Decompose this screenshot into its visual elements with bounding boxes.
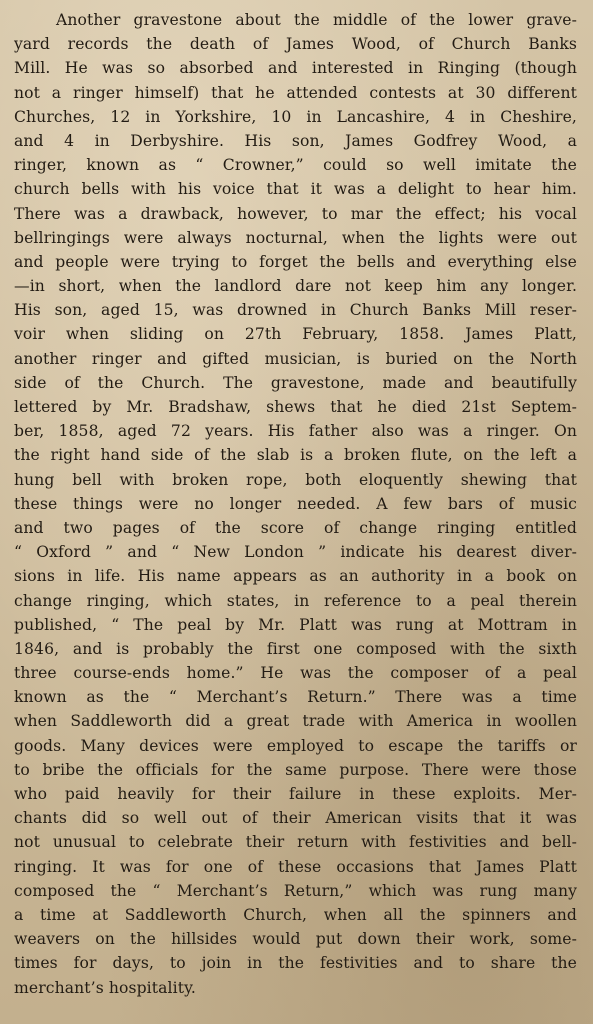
text-line: and people were trying to forget the bells and everything else [14, 252, 577, 271]
text-line: not unusual to celebrate their return with festivities and bell- [14, 833, 577, 852]
text-line: known as the “ Merchant’s Return.” There was a time [14, 688, 577, 707]
text-line: these things were no longer needed. A few bars of music [14, 494, 577, 513]
text-line: Mill. He was so absorbed and interested in Ringing (though [14, 59, 577, 78]
text-line: another ringer and gifted musician, is buried on the North [14, 349, 577, 368]
text-line: chants did so well out of their American visits that it was [14, 809, 577, 828]
text-line: —in short, when the landlord dare not keep him any longer. [14, 277, 577, 296]
text-line: Another gravestone about the middle of the lower grave- [56, 11, 577, 29]
body-paragraph [14, 8, 577, 1000]
text-line: and two pages of the score of change ringing entitled [14, 518, 577, 537]
text-line: 1846, and is probably the first one composed with the sixth [14, 639, 577, 658]
text-line: the right hand side of the slab is a broken flute, on the left a [14, 446, 577, 465]
text-line: voir when sliding on 27th February, 1858. James Platt, [14, 325, 577, 344]
text-line: who paid heavily for their failure in these exploits. Mer- [14, 785, 577, 803]
text-line: merchant’s hospitality. [14, 978, 196, 997]
text-line: ber, 1858, aged 72 years. His father also was a ringer. On [14, 422, 577, 441]
text-line: goods. Many devices were employed to escape the tariffs or [14, 736, 577, 755]
text-line: when Saddleworth did a great trade with America in woollen [14, 712, 577, 731]
text-line: not a ringer himself) that he attended contests at 30 different [14, 83, 577, 102]
text-line: ringing. It was for one of these occasions that James Platt [14, 857, 577, 876]
text-line: hung bell with broken rope, both eloquently shewing that [14, 470, 577, 489]
text-line: bellringings were always nocturnal, when the lights were out [14, 228, 577, 247]
text-line: Churches, 12 in Yorkshire, 10 in Lancashire, 4 in Cheshire, [14, 107, 577, 126]
text-line: side of the Church. The gravestone, made and beautifully [14, 373, 577, 392]
text-line: His son, aged 15, was drowned in Church Banks Mill reser- [14, 301, 577, 320]
text-line: three course-ends home.” He was the composer of a peal [14, 664, 577, 683]
text-line: lettered by Mr. Bradshaw, shews that he died 21st Septem- [14, 398, 577, 416]
text-line: to bribe the officials for the same purpose. There were those [14, 760, 577, 779]
text-line: change ringing, which states, in reference to a peal therein [14, 591, 577, 610]
text-line: times for days, to join in the festivities and to share the [14, 954, 577, 973]
text-line: a time at Saddleworth Church, when all the spinners and [14, 905, 577, 924]
text-line: and 4 in Derbyshire. His son, James Godfrey Wood, a [14, 131, 577, 150]
text-line: “ Oxford ” and “ New London ” indicate his dearest diver- [14, 543, 577, 562]
text-line: composed the “ Merchant’s Return,” which was rung many [14, 881, 577, 900]
text-line: There was a drawback, however, to mar the effect; his vocal [14, 204, 577, 223]
text-line: ringer, known as “ Crowner,” could so well imitate the [14, 156, 577, 175]
text-line: sions in life. His name appears as an authority in a book on [14, 567, 577, 586]
text-line: published, “ The peal by Mr. Platt was rung at Mottram in [14, 615, 577, 634]
text-line: church bells with his voice that it was a delight to hear him. [14, 180, 577, 199]
text-line: yard records the death of James Wood, of Church Banks [14, 35, 577, 54]
text-line: weavers on the hillsides would put down their work, some- [14, 930, 577, 949]
